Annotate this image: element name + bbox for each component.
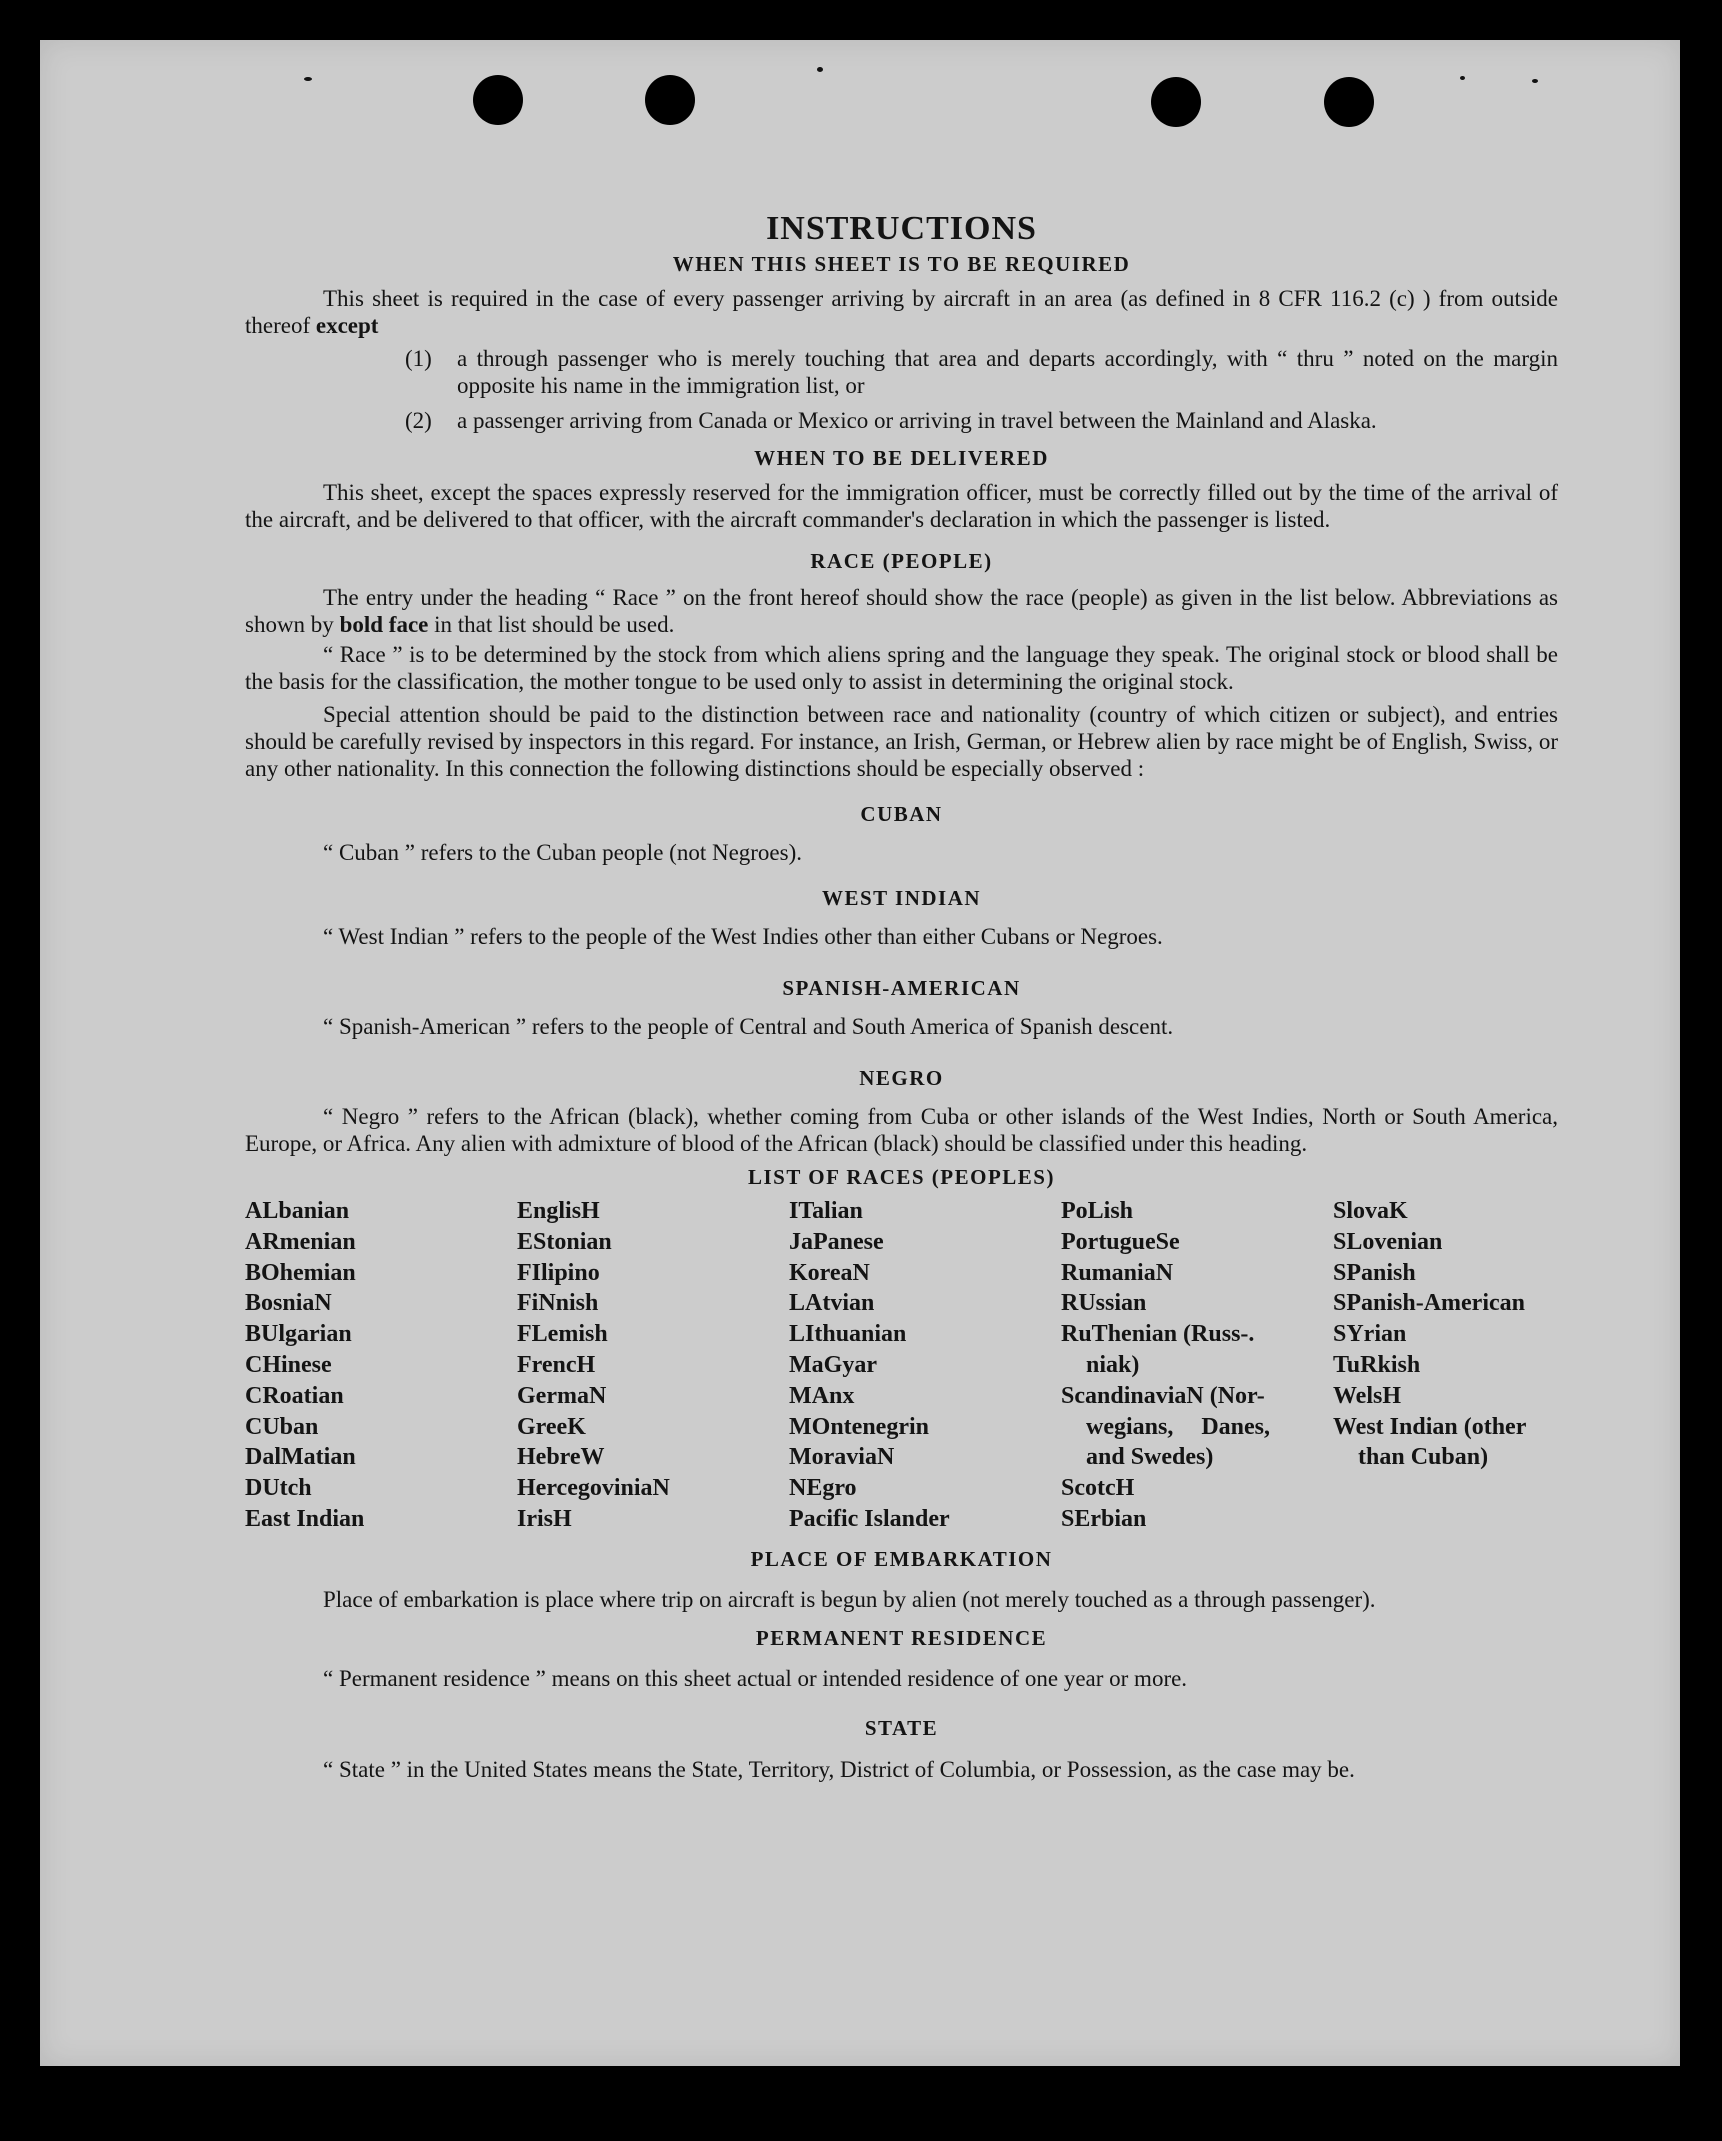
race-entry: Pacific Islander <box>789 1505 950 1532</box>
embarkation-text: Place of embarkation is place where trip on aircraft is begun by alien (not merely touched as a through passenger). <box>323 1586 1376 1612</box>
race-paragraph-2: “ Race ” is to be determined by the stock from which aliens spring and the language they speak. The original stock or blood shall be the basis for the classification, the mother tongue to be used only to assist in determining the original stock. <box>245 642 1558 694</box>
race-entry: SlovaK <box>1333 1198 1408 1224</box>
exception-item: (2) a passenger arriving from Canada or Mexico or arriving in travel between the Mainland and Alaska. <box>405 408 1377 433</box>
race-entry: MoraviaN <box>789 1444 895 1471</box>
heading-spanish-american: SPANISH-AMERICAN <box>782 976 1021 1000</box>
race-entry: LIthuanian <box>789 1321 907 1348</box>
race-entry: WelsH <box>1333 1382 1402 1409</box>
cuban-text: “ Cuban ” refers to the Cuban people (not Negroes). <box>323 840 803 865</box>
race-entry: PortugueSe <box>1061 1228 1180 1255</box>
exception-item: (1) a through passenger who is merely touching that area and departs accordingly, with “ thru ” noted on the margin opposite his name in the immigration list, or <box>405 346 1558 398</box>
race-entry: HebreW <box>517 1444 605 1471</box>
race-entry: ScandinaviaN (Nor- <box>1061 1382 1265 1409</box>
race-entry: PoLish <box>1061 1198 1134 1224</box>
races-column <box>517 1196 789 1535</box>
race-entry: SPanish <box>1333 1259 1416 1286</box>
dust-speck <box>817 67 823 72</box>
dust-speck <box>1460 76 1465 80</box>
race-entry: EnglisH <box>517 1198 600 1224</box>
race-entry: DalMatian <box>245 1444 356 1471</box>
race-entry: SYrian <box>1333 1321 1407 1348</box>
heading-state: STATE <box>864 1715 939 1740</box>
heading-when-required: WHEN THIS SHEET IS TO BE REQUIRED <box>672 252 1131 276</box>
document-sheet <box>40 40 1680 2066</box>
heading-when-delivered: WHEN TO BE DELIVERED <box>754 446 1049 470</box>
race-entry: DUtch <box>245 1475 312 1502</box>
race-entry: ScotcH <box>1061 1475 1135 1502</box>
race-entry: CRoatian <box>245 1382 344 1409</box>
race-entry: MaGyar <box>789 1351 877 1378</box>
races-column <box>245 1196 517 1535</box>
dust-speck <box>1532 79 1538 83</box>
race-entry: FIlipino <box>517 1259 600 1286</box>
negro-text: “ Negro ” refers to the African (black), whether coming from Cuba or other islands of the West Indies, North or South America, Europe, or Africa. Any alien with admixture of blood of the African (black) should be classified under this heading. <box>245 1104 1558 1156</box>
race-entry: SPanish-American <box>1333 1290 1525 1317</box>
heading-cuban: CUBAN <box>860 802 943 826</box>
west-indian-text: “ West Indian ” refers to the people of the West Indies other than either Cubans or Negroes. <box>323 924 1163 949</box>
race-entry: niak) <box>1086 1351 1140 1378</box>
race-entry: EStonian <box>517 1228 612 1255</box>
punch-hole <box>1151 77 1201 127</box>
race-paragraph-3: Special attention should be paid to the distinction between race and nationality (country of which citizen or subject), and entries should be carefully revised by inspectors in this regard. For instance, an Irish, German, or Hebrew alien by race might be of English, Swiss, or any other nationality. In this connection the following distinctions should be especially observed : <box>245 702 1558 781</box>
race-entry: West Indian (other <box>1333 1413 1527 1440</box>
heading-west-indian: WEST INDIAN <box>821 886 982 910</box>
punch-hole <box>645 75 695 125</box>
race-entry: JaPanese <box>789 1228 884 1255</box>
race-entry: HercegoviniaN <box>517 1475 670 1502</box>
race-entry: GermaN <box>517 1382 607 1409</box>
heading-embarkation: PLACE OF EMBARKATION <box>750 1546 1053 1571</box>
race-entry: KoreaN <box>789 1259 870 1286</box>
state-text: “ State ” in the United States means the State, Territory, District of Columbia, or Possession, as the case may be. <box>323 1756 1355 1782</box>
race-entry: FLemish <box>517 1321 608 1348</box>
race-entry: TuRkish <box>1333 1351 1421 1378</box>
race-entry: wegians, Danes, <box>1086 1413 1271 1440</box>
race-entry: East Indian <box>245 1505 365 1532</box>
punch-hole <box>1324 77 1374 127</box>
when-delivered-text: This sheet, except the spaces expressly reserved for the immigration officer, must be correctly filled out by the time of the arrival of the aircraft, and be delivered to that officer, with the aircraft commander's declaration in which the passenger is listed. <box>245 480 1558 532</box>
race-entry: SErbian <box>1061 1505 1147 1532</box>
race-entry: and Swedes) <box>1086 1444 1214 1471</box>
race-entry: MAnx <box>789 1382 855 1409</box>
race-entry: RUssian <box>1061 1290 1147 1317</box>
race-entry: SLovenian <box>1333 1228 1443 1255</box>
race-paragraph-1: The entry under the heading “ Race ” on the front hereof should show the race (people) as given in the list below. Abbreviations as shown by bold face in that list should be used. <box>245 585 1558 637</box>
race-entry: FrencH <box>517 1351 596 1378</box>
heading-list-of-races: LIST OF RACES (PEOPLES) <box>748 1165 1055 1189</box>
race-entry: LAtvian <box>789 1290 875 1317</box>
dust-speck <box>304 77 312 81</box>
residence-text: “ Permanent residence ” means on this sheet actual or intended residence of one year or more. <box>323 1665 1188 1691</box>
heading-race: RACE (PEOPLE) <box>810 549 993 573</box>
race-entry: ALbanian <box>245 1198 350 1224</box>
page-title: INSTRUCTIONS <box>766 210 1037 247</box>
instructions-body <box>245 210 1558 1787</box>
race-entry: CUban <box>245 1413 319 1440</box>
spanish-american-text: “ Spanish-American ” refers to the people of Central and South America of Spanish descent. <box>323 1014 1174 1039</box>
races-column <box>789 1196 1061 1535</box>
races-column <box>1061 1196 1333 1535</box>
race-entry: IrisH <box>517 1505 572 1532</box>
when-required-intro: This sheet is required in the case of every passenger arriving by aircraft in an area (as defined in 8 CFR 116.2 (c) ) from outside thereof except <box>245 286 1558 338</box>
races-list <box>245 1196 1558 1535</box>
race-entry: ITalian <box>789 1198 863 1224</box>
heading-permanent-residence: PERMANENT RESIDENCE <box>755 1625 1048 1650</box>
races-column <box>1333 1196 1558 1535</box>
punch-hole <box>473 75 523 125</box>
race-entry: ARmenian <box>245 1228 356 1255</box>
race-entry: than Cuban) <box>1358 1444 1489 1471</box>
race-entry: GreeK <box>517 1413 586 1440</box>
race-entry: MOntenegrin <box>789 1413 929 1440</box>
race-entry: BOhemian <box>245 1259 356 1286</box>
race-entry: CHinese <box>245 1351 332 1378</box>
race-entry: NEgro <box>789 1475 857 1502</box>
race-entry: RumaniaN <box>1061 1259 1174 1286</box>
race-entry: BosniaN <box>245 1290 332 1317</box>
race-entry: FiNnish <box>517 1290 599 1317</box>
race-entry: BUlgarian <box>245 1321 352 1348</box>
race-entry: RuThenian (Russ-. <box>1061 1321 1255 1348</box>
heading-negro: NEGRO <box>859 1066 944 1090</box>
